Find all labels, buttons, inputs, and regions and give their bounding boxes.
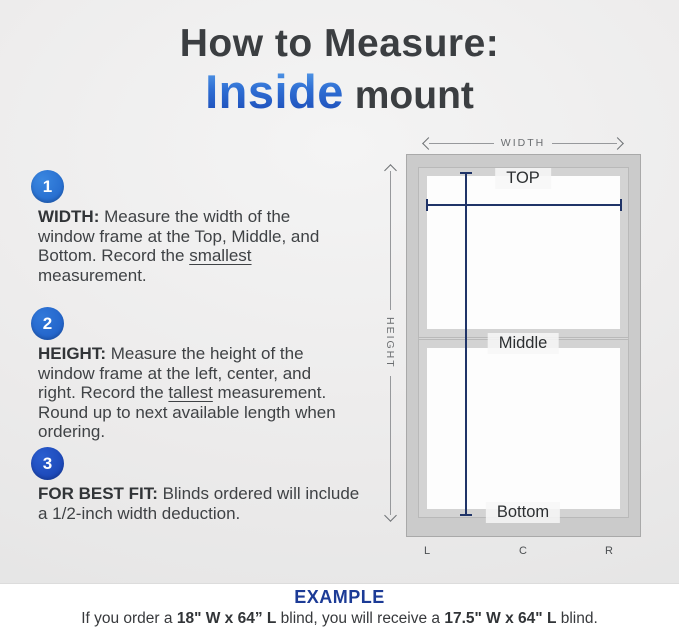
step-1-line-1 [38, 207, 376, 227]
step-1-line-2 [38, 227, 376, 247]
step-2-text-segment: window frame at the left, center, and [38, 363, 312, 383]
lower-sash-pane [419, 340, 628, 517]
step-2-line-1 [38, 344, 376, 364]
example-section [0, 584, 679, 642]
arrow-line [390, 171, 391, 310]
arrow-line [390, 376, 391, 515]
bottom-label: Bottom [486, 502, 560, 523]
title-highlight: Inside [205, 64, 344, 118]
width-arrow-label: WIDTH [500, 137, 546, 149]
step-1-text [38, 207, 376, 285]
arrow-right-icon [611, 137, 624, 150]
step-2-line-2 [38, 364, 376, 384]
width-measure-line [426, 204, 622, 206]
step-3-text-segment: a 1/2-inch width deduction. [38, 503, 241, 523]
title-line2 [0, 64, 679, 118]
step-1-text-segment: Measure the width of the [99, 207, 291, 226]
title-suffix: mount [343, 73, 474, 117]
page-title [0, 24, 679, 117]
middle-label: Middle [488, 333, 559, 354]
upper-sash-pane [419, 168, 628, 337]
step-1-line-4 [38, 266, 376, 286]
arrow-line [552, 143, 617, 144]
step-2-text-segment: Round up to next available length when [38, 402, 336, 422]
step-1-underlined-word: smallest [189, 246, 252, 265]
example-heading: EXAMPLE [294, 587, 385, 607]
height-measure-line [465, 172, 467, 516]
step-3-text-segment: Blinds ordered will include [157, 484, 360, 503]
step-2-line-4 [38, 403, 376, 423]
col-label-center: C [519, 545, 528, 557]
step-2-line-3 [38, 383, 376, 403]
col-label-right: R [605, 545, 614, 557]
step-2-text-segment: right. Record the [38, 383, 169, 402]
width-dimension-arrow [424, 137, 622, 149]
step-2 [31, 307, 376, 442]
step-3-line-1 [38, 484, 376, 504]
title-line1: How to Measure: [179, 22, 500, 65]
step-1 [31, 170, 376, 285]
arrow-left-icon [422, 137, 435, 150]
step-1-text-segment: measurement. [38, 265, 147, 285]
step-3-bold-label: FOR BEST FIT: [38, 484, 158, 503]
step-3-number-badge: 3 [31, 447, 64, 480]
step-1-text-segment: Bottom. Record the [38, 246, 190, 265]
step-1-bold-label: WIDTH: [38, 207, 100, 226]
step-2-text-segment: Measure the height of the [106, 344, 304, 363]
arrow-down-icon [384, 509, 397, 522]
step-1-line-3 [38, 246, 376, 266]
step-1-number-badge: 1 [31, 170, 64, 203]
step-3-line-2 [38, 504, 376, 524]
height-dimension-arrow [384, 166, 396, 520]
step-3 [31, 447, 376, 523]
step-3-text [38, 484, 376, 523]
example-received-size: 17.5" W x 64" L [444, 610, 557, 627]
step-2-text-segment: measurement. [212, 383, 327, 402]
arrow-up-icon [384, 164, 397, 177]
step-2-bold-label: HEIGHT: [38, 344, 106, 363]
top-label: TOP [495, 168, 551, 189]
step-2-text [38, 344, 376, 442]
step-2-text-segment: ordering. [38, 422, 106, 441]
step-2-line-5 [38, 422, 376, 442]
step-1-text-segment: window frame at the Top, Middle, and [38, 226, 320, 246]
arrow-line [429, 143, 494, 144]
col-label-left: L [424, 545, 432, 557]
example-text-segment: blind. [556, 610, 598, 627]
step-2-underlined-word: tallest [168, 383, 213, 402]
example-ordered-size: 18" W x 64” L [176, 610, 277, 627]
height-arrow-label: HEIGHT [384, 317, 396, 369]
step-2-number-badge: 2 [31, 307, 64, 340]
example-text-segment: blind, you will receive a [276, 610, 445, 627]
example-text [0, 610, 679, 628]
example-text-segment: If you order a [81, 610, 177, 627]
